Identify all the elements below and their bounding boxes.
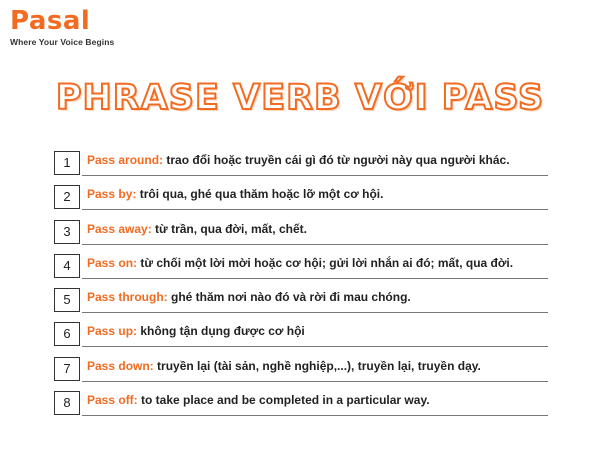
item-term: Pass away:	[87, 221, 152, 236]
item-number: 1	[54, 151, 80, 175]
item-number: 2	[54, 185, 80, 209]
item-term: Pass by:	[87, 187, 137, 202]
item-number: 7	[54, 357, 80, 381]
list-item	[54, 321, 548, 355]
item-number: 4	[54, 254, 80, 278]
list-item	[54, 219, 548, 253]
item-term: Pass up:	[87, 324, 138, 339]
brand-tagline: Where Your Voice Begins	[10, 37, 115, 47]
list-item	[54, 184, 548, 218]
item-definition: ghé thăm nơi nào đó và rời đi mau chóng.	[167, 290, 411, 305]
item-term: Pass on:	[87, 255, 138, 270]
phrase-list	[54, 150, 548, 424]
item-number: 3	[54, 220, 80, 244]
item-term: Pass around:	[87, 153, 164, 167]
item-definition: trao đổi hoặc truyền cái gì đó từ người này qua người khác.	[163, 153, 510, 167]
item-definition: không tận dụng được cơ hội	[137, 324, 305, 339]
underline	[82, 346, 548, 347]
list-item	[54, 390, 548, 424]
item-term: Pass down:	[87, 358, 154, 373]
item-term: Pass off:	[87, 393, 138, 408]
item-definition: truyền lại (tài sản, nghề nghiệp,...), truyền lại, truyền dạy.	[153, 358, 481, 373]
underline	[82, 209, 548, 210]
list-item	[54, 356, 548, 390]
underline	[82, 312, 548, 313]
underline	[82, 278, 548, 279]
item-number: 8	[54, 391, 80, 415]
item-definition: từ chối một lời mời hoặc cơ hội; gửi lời nhắn ai đó; mất, qua đời.	[137, 255, 514, 270]
underline	[82, 175, 548, 176]
list-item	[54, 253, 548, 287]
underline	[82, 244, 548, 245]
brand-logo	[10, 6, 114, 47]
list-item	[54, 287, 548, 321]
underline	[82, 415, 548, 416]
page-title: PHRASE VERB VỚI PASS	[55, 78, 545, 118]
item-definition: từ trần, qua đời, mất, chết.	[151, 221, 307, 236]
underline	[82, 381, 548, 382]
list-item	[54, 150, 548, 184]
item-definition: trôi qua, ghé qua thăm hoặc lỡ một cơ hội.	[136, 187, 384, 202]
item-number: 6	[54, 322, 80, 346]
item-number: 5	[54, 288, 80, 312]
item-definition: to take place and be completed in a particular way.	[137, 393, 430, 408]
item-term: Pass through:	[87, 290, 168, 305]
brand-name: Pasal	[10, 6, 91, 36]
